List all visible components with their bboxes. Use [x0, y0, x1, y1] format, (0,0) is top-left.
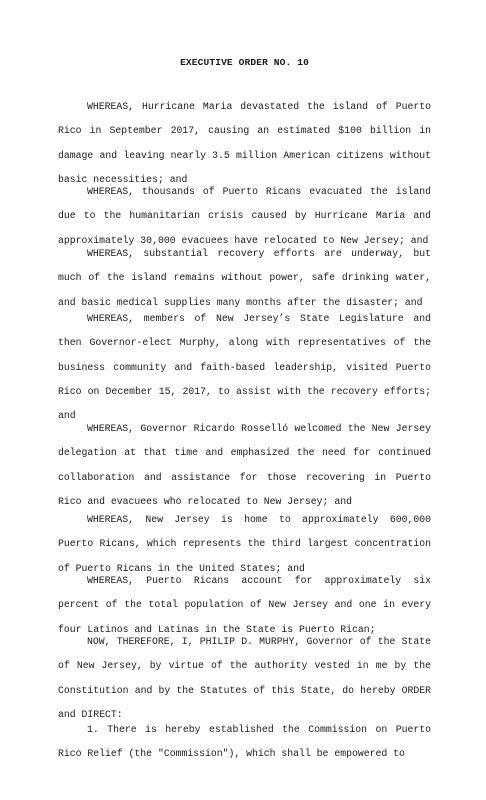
- whereas-paragraph-visit: WHEREAS, members of New Jersey’s State Legislature and then Governor-elect Murphy, along with representatives of the business community and faith-based leadership, visited Puerto Rico on December 15, 2017, to assist with the recovery efforts; and: [58, 313, 431, 422]
- order-item-1: 1. There is hereby established the Commission on Puerto Rico Relief (the "Commission"), which shall be empowered to: [58, 724, 431, 760]
- whereas-paragraph-evacuation: WHEREAS, thousands of Puerto Ricans evacuated the island due to the humanitarian crisis caused by Hurricane Maria and approximately 30,000 evacuees have relocated to New Jersey; and: [58, 186, 431, 246]
- now-therefore-paragraph: NOW, THEREFORE, I, PHILIP D. MURPHY, Governor of the State of New Jersey, by virtue of the authority vested in me by the Constitution and by the Statutes of this State, do hereby ORDER and DIRECT:: [58, 636, 431, 720]
- whereas-paragraph-rossello: WHEREAS, Governor Ricardo Rosselló welcomed the New Jersey delegation at that time and emphasized the need for continued collaboration and assistance for those recovering in Puerto Rico and evacuees who relocated to New Jersey; and: [58, 423, 431, 507]
- whereas-paragraph-percentage: WHEREAS, Puerto Ricans account for approximately six percent of the total population of New Jersey and one in every four Latinos and Latinas in the State is Puerto Rican;: [58, 575, 431, 635]
- document-title: EXECUTIVE ORDER NO. 10: [180, 57, 309, 68]
- whereas-paragraph-population: WHEREAS, New Jersey is home to approximately 600,000 Puerto Ricans, which represents the third largest concentration of Puerto Ricans in the United States; and: [58, 514, 431, 574]
- whereas-paragraph-hurricane: WHEREAS, Hurricane Maria devastated the island of Puerto Rico in September 2017, causing an estimated $100 billion in damage and leaving nearly 3.5 million American citizens without basic necessities; and: [58, 101, 431, 185]
- whereas-paragraph-recovery: WHEREAS, substantial recovery efforts are underway, but much of the island remains without power, safe drinking water, and basic medical supplies many months after the disaster; and: [58, 248, 431, 308]
